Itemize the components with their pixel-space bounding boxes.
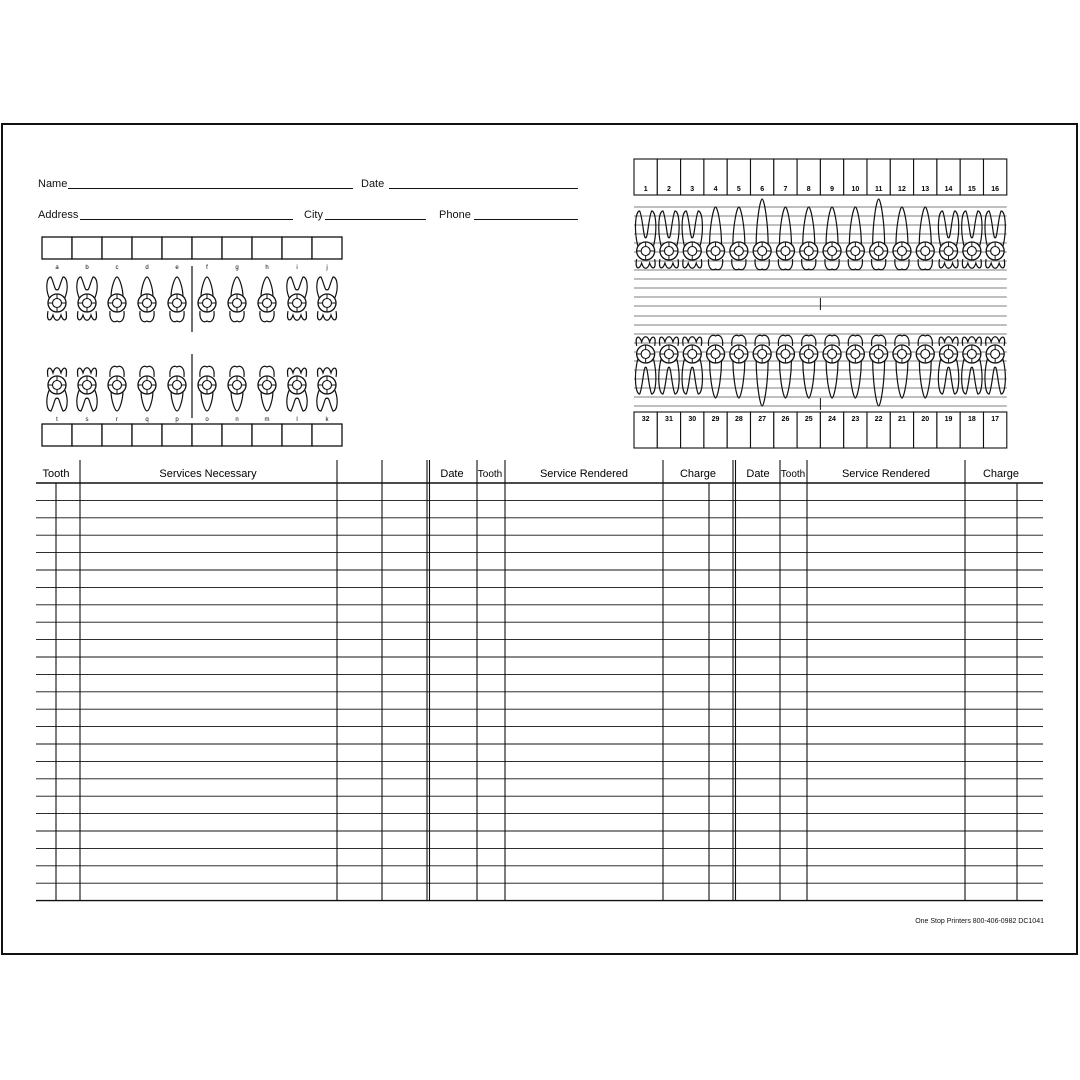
permanent-tooth-8 bbox=[800, 207, 818, 270]
primary-box-r bbox=[102, 424, 132, 446]
permanent-number-13: 13 bbox=[921, 186, 930, 193]
permanent-number-23: 23 bbox=[851, 416, 860, 423]
permanent-number-5: 5 bbox=[736, 186, 741, 193]
permanent-number-8: 8 bbox=[806, 186, 811, 193]
permanent-tooth-15 bbox=[962, 211, 982, 268]
header-tooth-1: Tooth bbox=[477, 469, 503, 480]
primary-letter-c: c bbox=[115, 265, 119, 271]
date-field[interactable] bbox=[389, 188, 578, 189]
permanent-number-21: 21 bbox=[898, 416, 906, 423]
permanent-number-7: 7 bbox=[783, 186, 788, 193]
permanent-tooth-14 bbox=[938, 211, 958, 268]
primary-box-k bbox=[312, 424, 342, 446]
permanent-tooth-9 bbox=[823, 207, 841, 270]
primary-box-m bbox=[252, 424, 282, 446]
primary-tooth-c bbox=[108, 277, 126, 322]
permanent-tooth-13 bbox=[916, 207, 934, 270]
primary-letter-d: d bbox=[145, 265, 149, 271]
permanent-number-6: 6 bbox=[760, 186, 765, 193]
permanent-tooth-21 bbox=[893, 335, 911, 398]
primary-letter-r: r bbox=[116, 417, 118, 423]
primary-box-f bbox=[192, 237, 222, 259]
permanent-number-20: 20 bbox=[921, 416, 930, 423]
primary-tooth-t bbox=[47, 368, 67, 411]
permanent-number-18: 18 bbox=[967, 416, 976, 423]
primary-box-d bbox=[132, 237, 162, 259]
primary-letter-k: k bbox=[325, 417, 329, 423]
primary-tooth-g bbox=[228, 277, 246, 322]
primary-box-s bbox=[72, 424, 102, 446]
primary-letter-f: f bbox=[206, 265, 208, 271]
permanent-tooth-4 bbox=[707, 207, 725, 270]
permanent-tooth-29 bbox=[707, 335, 725, 398]
primary-tooth-o bbox=[198, 366, 216, 411]
permanent-tooth-32 bbox=[635, 337, 655, 394]
services-table bbox=[0, 455, 1080, 920]
primary-letter-t: t bbox=[56, 417, 58, 423]
header-tooth: Tooth bbox=[42, 468, 70, 480]
header-date-1: Date bbox=[440, 468, 464, 480]
primary-tooth-i bbox=[287, 277, 307, 320]
primary-box-j bbox=[312, 237, 342, 259]
permanent-number-27: 27 bbox=[758, 416, 767, 423]
permanent-number-4: 4 bbox=[713, 186, 718, 193]
permanent-tooth-27 bbox=[753, 335, 771, 406]
primary-box-h bbox=[252, 237, 282, 259]
primary-tooth-n bbox=[228, 366, 246, 411]
permanent-tooth-1 bbox=[635, 211, 655, 268]
primary-box-o bbox=[192, 424, 222, 446]
permanent-number-10: 10 bbox=[851, 186, 860, 193]
primary-tooth-s bbox=[77, 368, 97, 411]
primary-box-n bbox=[222, 424, 252, 446]
permanent-tooth-22 bbox=[870, 335, 888, 406]
primary-letter-p: p bbox=[175, 417, 179, 423]
permanent-tooth-17 bbox=[985, 337, 1005, 394]
city-field[interactable] bbox=[325, 219, 426, 220]
primary-tooth-b bbox=[77, 277, 97, 320]
primary-tooth-a bbox=[47, 277, 67, 320]
permanent-tooth-7 bbox=[776, 207, 794, 270]
primary-box-e bbox=[162, 237, 192, 259]
printer-footer: One Stop Printers 800-406-0982 DC1041 bbox=[915, 918, 1044, 925]
permanent-number-19: 19 bbox=[944, 416, 953, 423]
primary-letter-e: e bbox=[175, 265, 179, 271]
name-label: Name bbox=[38, 178, 68, 190]
permanent-number-32: 32 bbox=[641, 416, 650, 423]
primary-tooth-m bbox=[258, 366, 276, 411]
permanent-tooth-24 bbox=[823, 335, 841, 398]
primary-letter-i: i bbox=[296, 265, 298, 271]
permanent-tooth-19 bbox=[938, 337, 958, 394]
permanent-tooth-20 bbox=[916, 335, 934, 398]
permanent-tooth-chart bbox=[633, 158, 1027, 450]
primary-tooth-chart bbox=[40, 236, 346, 448]
permanent-tooth-25 bbox=[800, 335, 818, 398]
primary-lower-letters bbox=[56, 417, 329, 423]
header-service-rendered-2: Service Rendered bbox=[841, 468, 931, 480]
primary-letter-j: j bbox=[326, 265, 328, 271]
table-grid bbox=[36, 460, 1043, 901]
permanent-tooth-26 bbox=[776, 335, 794, 398]
primary-box-l bbox=[282, 424, 312, 446]
primary-box-t bbox=[42, 424, 72, 446]
primary-lower-boxes bbox=[42, 424, 342, 446]
address-field[interactable] bbox=[80, 219, 293, 220]
permanent-tooth-23 bbox=[846, 335, 864, 398]
primary-letter-g: g bbox=[235, 265, 239, 271]
permanent-tooth-18 bbox=[962, 337, 982, 394]
permanent-number-3: 3 bbox=[690, 186, 695, 193]
permanent-tooth-3 bbox=[682, 211, 702, 268]
date-label: Date bbox=[361, 178, 385, 190]
primary-tooth-k bbox=[317, 368, 337, 411]
header-service-rendered-1: Service Rendered bbox=[539, 468, 629, 480]
primary-box-q bbox=[132, 424, 162, 446]
primary-box-c bbox=[102, 237, 132, 259]
primary-tooth-r bbox=[108, 366, 126, 411]
primary-tooth-h bbox=[258, 277, 276, 322]
permanent-tooth-12 bbox=[893, 207, 911, 270]
permanent-number-17: 17 bbox=[991, 416, 1000, 423]
primary-letter-q: q bbox=[145, 417, 149, 423]
permanent-number-9: 9 bbox=[830, 186, 835, 193]
primary-upper-boxes bbox=[42, 237, 342, 259]
primary-letter-b: b bbox=[85, 265, 89, 271]
permanent-tooth-16 bbox=[985, 211, 1005, 268]
permanent-number-2: 2 bbox=[666, 186, 671, 193]
primary-letter-a: a bbox=[55, 265, 59, 271]
primary-box-g bbox=[222, 237, 252, 259]
primary-tooth-q bbox=[138, 366, 156, 411]
permanent-upper-boxes bbox=[634, 159, 1007, 195]
permanent-number-29: 29 bbox=[711, 416, 720, 423]
permanent-number-24: 24 bbox=[828, 416, 836, 423]
primary-tooth-l bbox=[287, 368, 307, 411]
primary-letter-h: h bbox=[265, 265, 269, 271]
phone-field[interactable] bbox=[474, 219, 578, 220]
city-label: City bbox=[304, 209, 323, 221]
primary-tooth-j bbox=[317, 277, 337, 320]
permanent-number-16: 16 bbox=[991, 186, 1000, 193]
primary-tooth-e bbox=[168, 277, 186, 322]
primary-box-b bbox=[72, 237, 102, 259]
permanent-tooth-2 bbox=[659, 211, 679, 268]
header-tooth-2: Tooth bbox=[780, 469, 806, 480]
permanent-lower-boxes bbox=[634, 412, 1007, 448]
primary-letter-n: n bbox=[235, 417, 239, 423]
phone-label: Phone bbox=[439, 209, 471, 221]
permanent-number-14: 14 bbox=[944, 186, 953, 193]
name-field[interactable] bbox=[68, 188, 353, 189]
primary-tooth-p bbox=[168, 366, 186, 411]
primary-tooth-f bbox=[198, 277, 216, 322]
permanent-number-22: 22 bbox=[874, 416, 883, 423]
permanent-tooth-31 bbox=[659, 337, 679, 394]
permanent-number-31: 31 bbox=[665, 416, 673, 423]
permanent-number-11: 11 bbox=[874, 186, 883, 193]
permanent-number-15: 15 bbox=[967, 186, 976, 193]
primary-box-i bbox=[282, 237, 312, 259]
address-label: Address bbox=[38, 209, 79, 221]
permanent-tooth-28 bbox=[730, 335, 748, 398]
header-date-2: Date bbox=[746, 468, 770, 480]
header-services-necessary: Services Necessary bbox=[159, 468, 257, 480]
header-charge-1: Charge bbox=[679, 468, 717, 480]
permanent-number-26: 26 bbox=[781, 416, 790, 423]
primary-letter-l: l bbox=[296, 417, 298, 423]
header-charge-2: Charge bbox=[982, 468, 1020, 480]
primary-box-a bbox=[42, 237, 72, 259]
primary-letter-m: m bbox=[264, 417, 270, 423]
primary-letter-o: o bbox=[205, 417, 209, 423]
permanent-tooth-10 bbox=[846, 207, 864, 270]
permanent-number-1: 1 bbox=[643, 186, 648, 193]
permanent-number-30: 30 bbox=[688, 416, 697, 423]
permanent-lower-teeth bbox=[635, 335, 1005, 406]
primary-tooth-d bbox=[138, 277, 156, 322]
primary-letter-s: s bbox=[85, 417, 89, 423]
permanent-number-12: 12 bbox=[898, 186, 906, 193]
permanent-number-25: 25 bbox=[804, 416, 813, 423]
permanent-tooth-5 bbox=[730, 207, 748, 270]
permanent-number-28: 28 bbox=[734, 416, 743, 423]
permanent-tooth-30 bbox=[682, 337, 702, 394]
primary-box-p bbox=[162, 424, 192, 446]
